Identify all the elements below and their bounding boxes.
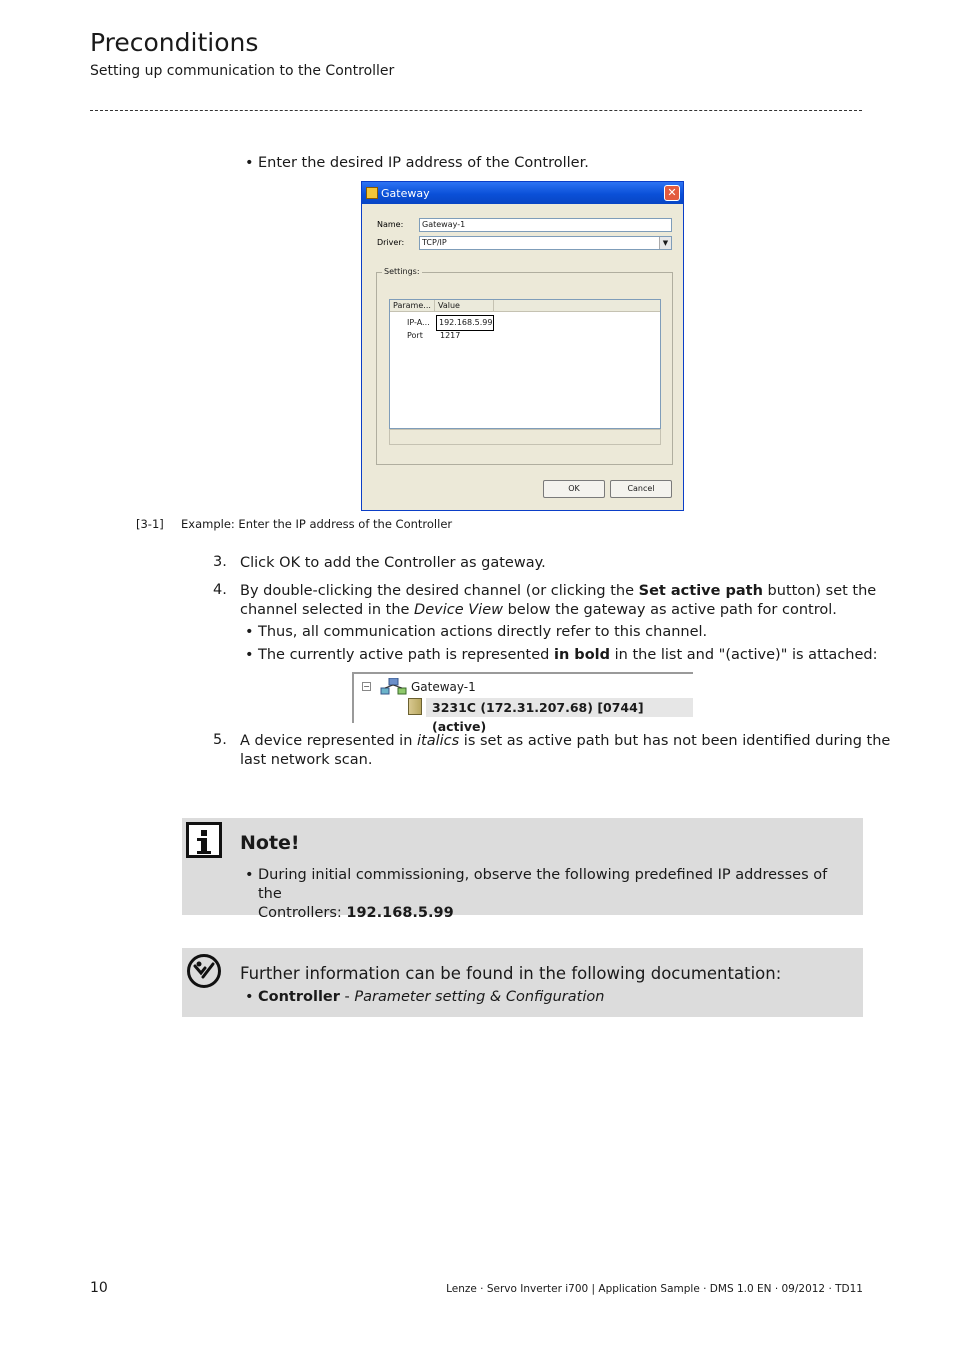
footer-text: Lenze · Servo Inverter i700 | Application Sample · DMS 1.0 EN · 09/2012 · TD11 [446,1283,863,1295]
step-4-number: 4. [213,582,227,598]
dialog-titlebar [362,182,683,204]
note-bullet [258,866,848,923]
step-4-line-2 [240,601,837,620]
column-header-empty [494,300,660,312]
step-4-text-c: channel selected in the [240,602,415,618]
reference-box [182,948,863,1017]
dashed-divider [90,110,862,111]
network-icon [380,678,408,696]
figure-caption: Example: Enter the IP address of the Controller [181,517,453,531]
device-view-term: Device View [414,602,503,618]
reference-separator: - [339,989,355,1005]
info-icon [186,822,222,858]
dialog-app-icon [366,187,378,199]
note-text-a: During initial commissioning, observe the following predefined IP addresses of the [258,867,828,902]
page-title: Preconditions [90,28,259,57]
ip-address-input[interactable]: 192.168.5.99 [436,315,494,331]
step-4-line-1 [240,582,876,601]
name-field[interactable]: Gateway-1 [419,218,672,232]
bullet-2-text-a: The currently active path is represented [258,647,554,663]
dialog-title: Gateway [381,187,430,200]
info-icon-dot [201,830,207,836]
reference-title: Further information can be found in the following documentation: [240,964,782,983]
info-icon-base [197,851,211,854]
step-4-bullet-2 [258,646,878,665]
italics-term: italics [417,733,460,749]
tree-active-device[interactable]: 3231C (172.31.207.68) [0744] (active) [426,698,693,717]
note-ip-address: 192.168.5.99 [346,905,454,921]
dialog-statusbar [389,429,661,445]
step-3-number: 3. [213,554,227,570]
gateway-dialog [361,181,684,511]
close-icon[interactable]: ✕ [664,185,680,201]
column-header-value[interactable]: Value [435,300,494,312]
step-4-text-b: button) set the [762,583,877,599]
set-active-path-term: Set active path [638,583,763,599]
driver-label: Driver: [377,238,405,247]
page-number: 10 [90,1280,108,1296]
step-4-text-d: below the gateway as active path for control. [502,602,837,618]
driver-select[interactable] [419,236,672,250]
step-5-number: 5. [213,732,227,748]
ok-button[interactable]: OK [543,480,605,498]
settings-label: Settings: [384,267,420,276]
note-box [182,818,863,921]
reference-bullet [258,988,604,1007]
bullet-2-text-b: in the list and "(active)" is attached: [610,647,878,663]
device-icon [408,698,422,715]
settings-list[interactable] [389,299,661,429]
figure-number: [3-1] [136,517,164,531]
page-subtitle: Setting up communication to the Controller [90,63,395,79]
step-5-line-1 [240,732,890,751]
row-port-value[interactable]: 1217 [440,331,461,340]
in-bold-term: in bold [553,647,611,663]
step-3-text: Click OK to add the Controller as gateway. [240,555,546,571]
row-port-param[interactable]: Port [407,331,423,340]
reference-doc-title: Parameter setting & Configuration [354,989,605,1005]
note-text-b: Controllers: [258,905,347,921]
step-5-text-a: A device represented in [240,733,418,749]
collapse-icon[interactable]: − [363,682,370,691]
driver-value: TCP/IP [422,238,447,247]
step-4-text-a: By double-clicking the desired channel (or clicking the [240,583,639,599]
reference-doc-name: Controller [258,989,340,1005]
step-4-bullet-1: • Thus, all communication actions directly refer to this channel. [258,623,707,642]
step-5-text-b: is set as active path but has not been identified during the [459,733,891,749]
tree-gateway-label[interactable]: Gateway-1 [411,680,476,694]
note-title: Note! [240,832,300,854]
cancel-button[interactable]: Cancel [610,480,672,498]
column-header-param[interactable]: Parame... [390,300,435,312]
chevron-down-icon[interactable]: ▼ [659,237,671,249]
row-ip-param[interactable]: IP-A... [407,318,430,327]
device-tree [352,672,693,734]
name-label: Name: [377,220,404,229]
step-5-line-2: last network scan. [240,752,373,768]
documentation-icon [186,953,222,989]
intro-bullet: • Enter the desired IP address of the Controller. [258,154,589,173]
